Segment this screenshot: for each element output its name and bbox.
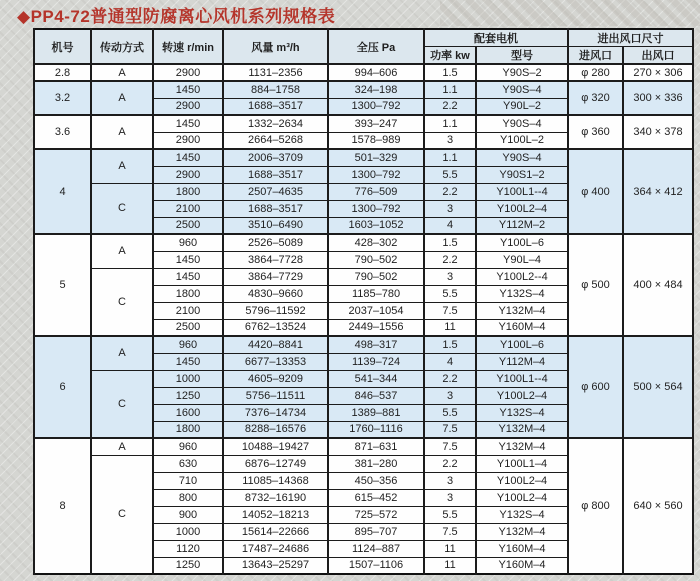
pressure-cell: 428–302 (328, 234, 424, 251)
pressure-cell: 1185–780 (328, 285, 424, 302)
inlet-size-cell: φ 800 (568, 438, 623, 574)
speed-cell: 1450 (153, 251, 223, 268)
airflow-cell: 884–1758 (223, 81, 328, 98)
outlet-size-cell: 340 × 378 (623, 115, 693, 149)
speed-cell: 1450 (153, 149, 223, 166)
outlet-size-cell: 500 × 564 (623, 336, 693, 438)
pressure-cell: 393–247 (328, 115, 424, 132)
airflow-cell: 1332–2634 (223, 115, 328, 132)
model-cell: Y100L2--4 (476, 268, 568, 285)
machine-no-cell: 6 (34, 336, 91, 438)
machine-no-cell: 3.6 (34, 115, 91, 149)
power-cell: 1.5 (424, 336, 476, 353)
model-cell: Y160M–4 (476, 319, 568, 336)
airflow-cell: 17487–24686 (223, 540, 328, 557)
pressure-cell: 2037–1054 (328, 302, 424, 319)
speed-cell: 2900 (153, 166, 223, 183)
airflow-cell: 2526–5089 (223, 234, 328, 251)
header-drive-mode: 传动方式 (91, 29, 153, 64)
power-cell: 5.5 (424, 285, 476, 302)
power-cell: 11 (424, 319, 476, 336)
drive-mode-cell: A (91, 115, 153, 149)
model-cell: Y132M–4 (476, 523, 568, 540)
speed-cell: 960 (153, 336, 223, 353)
power-cell: 3 (424, 472, 476, 489)
header-motor-group: 配套电机 (424, 29, 568, 47)
table-body (34, 64, 693, 574)
model-cell: Y100L–6 (476, 336, 568, 353)
header-outlet: 出风口 (623, 47, 693, 65)
speed-cell: 1120 (153, 540, 223, 557)
pressure-cell: 1389–881 (328, 404, 424, 421)
table-row (34, 149, 693, 166)
model-cell: Y132S–4 (476, 404, 568, 421)
power-cell: 3 (424, 268, 476, 285)
airflow-cell: 3864–7728 (223, 251, 328, 268)
pressure-cell: 846–537 (328, 387, 424, 404)
drive-mode-cell: A (91, 149, 153, 183)
speed-cell: 1250 (153, 557, 223, 574)
model-cell: Y90S–2 (476, 64, 568, 81)
drive-mode-cell: A (91, 234, 153, 268)
speed-cell: 630 (153, 455, 223, 472)
speed-cell: 2100 (153, 302, 223, 319)
pressure-cell: 1300–792 (328, 98, 424, 115)
power-cell: 3 (424, 489, 476, 506)
pressure-cell: 790–502 (328, 251, 424, 268)
model-cell: Y100L1–4 (476, 455, 568, 472)
power-cell: 1.1 (424, 115, 476, 132)
power-cell: 3 (424, 132, 476, 149)
model-cell: Y112M–2 (476, 217, 568, 234)
airflow-cell: 5756–11511 (223, 387, 328, 404)
table-row (34, 115, 693, 132)
power-cell: 7.5 (424, 523, 476, 540)
airflow-cell: 3510–6490 (223, 217, 328, 234)
speed-cell: 1450 (153, 81, 223, 98)
airflow-cell: 11085–14368 (223, 472, 328, 489)
pressure-cell: 2449–1556 (328, 319, 424, 336)
model-cell: Y132M–4 (476, 421, 568, 438)
power-cell: 5.5 (424, 166, 476, 183)
pressure-cell: 790–502 (328, 268, 424, 285)
outlet-size-cell: 270 × 306 (623, 64, 693, 81)
drive-mode-cell: A (91, 336, 153, 370)
power-cell: 5.5 (424, 506, 476, 523)
airflow-cell: 1688–3517 (223, 98, 328, 115)
speed-cell: 1000 (153, 370, 223, 387)
airflow-cell: 4605–9209 (223, 370, 328, 387)
power-cell: 7.5 (424, 421, 476, 438)
power-cell: 1.5 (424, 64, 476, 81)
power-cell: 11 (424, 540, 476, 557)
power-cell: 7.5 (424, 438, 476, 455)
model-cell: Y90S–4 (476, 81, 568, 98)
drive-mode-cell: C (91, 370, 153, 438)
table-row (34, 336, 693, 353)
model-cell: Y100L2–4 (476, 489, 568, 506)
airflow-cell: 2507–4635 (223, 183, 328, 200)
table-header (34, 29, 693, 64)
airflow-cell: 4420–8841 (223, 336, 328, 353)
speed-cell: 1600 (153, 404, 223, 421)
outlet-size-cell: 300 × 336 (623, 81, 693, 115)
outlet-size-cell: 640 × 560 (623, 438, 693, 574)
pressure-cell: 381–280 (328, 455, 424, 472)
model-cell: Y90S–4 (476, 149, 568, 166)
model-cell: Y100L–6 (476, 234, 568, 251)
pressure-cell: 450–356 (328, 472, 424, 489)
airflow-cell: 6762–13524 (223, 319, 328, 336)
model-cell: Y100L2–4 (476, 387, 568, 404)
power-cell: 11 (424, 557, 476, 574)
power-cell: 2.2 (424, 455, 476, 472)
airflow-cell: 13643–25297 (223, 557, 328, 574)
outlet-size-cell: 364 × 412 (623, 149, 693, 234)
machine-no-cell: 2.8 (34, 64, 91, 81)
background-texture (440, 0, 700, 26)
pressure-cell: 1300–792 (328, 200, 424, 217)
speed-cell: 2500 (153, 217, 223, 234)
power-cell: 2.2 (424, 183, 476, 200)
speed-cell: 2900 (153, 98, 223, 115)
inlet-size-cell: φ 400 (568, 149, 623, 234)
drive-mode-cell: A (91, 64, 153, 81)
speed-cell: 1000 (153, 523, 223, 540)
model-cell: Y132M–4 (476, 438, 568, 455)
model-cell: Y90S1–2 (476, 166, 568, 183)
table-row (34, 64, 693, 81)
speed-cell: 1450 (153, 353, 223, 370)
airflow-cell: 2664–5268 (223, 132, 328, 149)
speed-cell: 960 (153, 438, 223, 455)
power-cell: 1.5 (424, 234, 476, 251)
inlet-size-cell: φ 360 (568, 115, 623, 149)
pressure-cell: 1139–724 (328, 353, 424, 370)
machine-no-cell: 5 (34, 234, 91, 336)
inlet-size-cell: φ 320 (568, 81, 623, 115)
power-cell: 4 (424, 353, 476, 370)
speed-cell: 900 (153, 506, 223, 523)
table-row (34, 438, 693, 455)
speed-cell: 1800 (153, 285, 223, 302)
header-model: 型号 (476, 47, 568, 65)
pressure-cell: 498–317 (328, 336, 424, 353)
airflow-cell: 14052–18213 (223, 506, 328, 523)
power-cell: 3 (424, 387, 476, 404)
model-cell: Y132S–4 (476, 506, 568, 523)
airflow-cell: 4830–9660 (223, 285, 328, 302)
pressure-cell: 1124–887 (328, 540, 424, 557)
drive-mode-cell: C (91, 268, 153, 336)
airflow-cell: 6876–12749 (223, 455, 328, 472)
header-machine-no: 机号 (34, 29, 91, 64)
airflow-cell: 1688–3517 (223, 200, 328, 217)
machine-no-cell: 3.2 (34, 81, 91, 115)
power-cell: 1.1 (424, 81, 476, 98)
drive-mode-cell: C (91, 183, 153, 234)
speed-cell: 960 (153, 234, 223, 251)
speed-cell: 2900 (153, 132, 223, 149)
inlet-size-cell: φ 500 (568, 234, 623, 336)
pressure-cell: 324–198 (328, 81, 424, 98)
model-cell: Y100L2–4 (476, 472, 568, 489)
model-cell: Y90S–4 (476, 115, 568, 132)
drive-mode-cell: C (91, 455, 153, 574)
pressure-cell: 1578–989 (328, 132, 424, 149)
machine-no-cell: 8 (34, 438, 91, 574)
header-port-group: 进出风口尺寸 (568, 29, 693, 47)
model-cell: Y90L–4 (476, 251, 568, 268)
power-cell: 5.5 (424, 404, 476, 421)
page-title: ◆PP4-72普通型防腐离心风机系列规格表 (17, 7, 336, 26)
model-cell: Y90L–2 (476, 98, 568, 115)
inlet-size-cell: φ 280 (568, 64, 623, 81)
power-cell: 1.1 (424, 149, 476, 166)
power-cell: 7.5 (424, 302, 476, 319)
model-cell: Y100L2–4 (476, 200, 568, 217)
speed-cell: 1250 (153, 387, 223, 404)
airflow-cell: 6677–13353 (223, 353, 328, 370)
spec-table (33, 28, 694, 575)
speed-cell: 1800 (153, 421, 223, 438)
airflow-cell: 3864–7729 (223, 268, 328, 285)
power-cell: 2.2 (424, 98, 476, 115)
pressure-cell: 1300–792 (328, 166, 424, 183)
speed-cell: 1800 (153, 183, 223, 200)
speed-cell: 710 (153, 472, 223, 489)
inlet-size-cell: φ 600 (568, 336, 623, 438)
table-row (34, 81, 693, 98)
speed-cell: 1450 (153, 268, 223, 285)
header-pressure: 全压 Pa (328, 29, 424, 64)
speed-cell: 2500 (153, 319, 223, 336)
airflow-cell: 8732–16190 (223, 489, 328, 506)
airflow-cell: 1131–2356 (223, 64, 328, 81)
airflow-cell: 15614–22666 (223, 523, 328, 540)
header-power: 功率 kw (424, 47, 476, 65)
pressure-cell: 541–344 (328, 370, 424, 387)
pressure-cell: 871–631 (328, 438, 424, 455)
pressure-cell: 1507–1106 (328, 557, 424, 574)
airflow-cell: 7376–14734 (223, 404, 328, 421)
airflow-cell: 1688–3517 (223, 166, 328, 183)
speed-cell: 800 (153, 489, 223, 506)
model-cell: Y160M–4 (476, 540, 568, 557)
table-row (34, 234, 693, 251)
power-cell: 2.2 (424, 251, 476, 268)
model-cell: Y112M–4 (476, 353, 568, 370)
speed-cell: 2900 (153, 64, 223, 81)
airflow-cell: 5796–11592 (223, 302, 328, 319)
model-cell: Y132M–4 (476, 302, 568, 319)
airflow-cell: 8288–16576 (223, 421, 328, 438)
machine-no-cell: 4 (34, 149, 91, 234)
model-cell: Y100L–2 (476, 132, 568, 149)
drive-mode-cell: A (91, 81, 153, 115)
model-cell: Y160M–4 (476, 557, 568, 574)
pressure-cell: 501–329 (328, 149, 424, 166)
airflow-cell: 10488–19427 (223, 438, 328, 455)
speed-cell: 1450 (153, 115, 223, 132)
model-cell: Y100L1--4 (476, 370, 568, 387)
speed-cell: 2100 (153, 200, 223, 217)
power-cell: 3 (424, 200, 476, 217)
pressure-cell: 1603–1052 (328, 217, 424, 234)
model-cell: Y100L1--4 (476, 183, 568, 200)
pressure-cell: 1760–1116 (328, 421, 424, 438)
header-speed: 转速 r/min (153, 29, 223, 64)
drive-mode-cell: A (91, 438, 153, 455)
pressure-cell: 615–452 (328, 489, 424, 506)
pressure-cell: 994–606 (328, 64, 424, 81)
outlet-size-cell: 400 × 484 (623, 234, 693, 336)
power-cell: 2.2 (424, 370, 476, 387)
airflow-cell: 2006–3709 (223, 149, 328, 166)
pressure-cell: 725–572 (328, 506, 424, 523)
header-airflow: 风量 m³/h (223, 29, 328, 64)
power-cell: 4 (424, 217, 476, 234)
pressure-cell: 776–509 (328, 183, 424, 200)
pressure-cell: 895–707 (328, 523, 424, 540)
model-cell: Y132S–4 (476, 285, 568, 302)
header-inlet: 进风口 (568, 47, 623, 65)
